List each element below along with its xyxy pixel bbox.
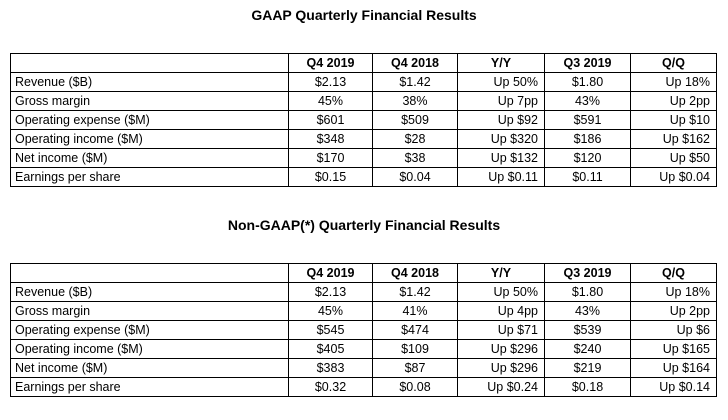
table-header-row [11, 54, 717, 73]
value-cell: $120 [545, 149, 631, 168]
value-cell: Up $296 [458, 340, 545, 359]
table-row [11, 73, 717, 92]
value-cell: 45% [289, 92, 373, 111]
value-cell: $405 [289, 340, 373, 359]
table-row [11, 168, 717, 187]
value-cell: Up $164 [631, 359, 717, 378]
gaap-table-title: GAAP Quarterly Financial Results [251, 7, 477, 23]
header-cell-q3-2019: Q3 2019 [545, 54, 631, 73]
row-label: Earnings per share [11, 168, 289, 187]
value-cell: Up $320 [458, 130, 545, 149]
value-cell: $545 [289, 321, 373, 340]
table-row [11, 111, 717, 130]
value-cell: $0.04 [373, 168, 458, 187]
header-cell-blank [11, 54, 289, 73]
value-cell: $2.13 [289, 283, 373, 302]
value-cell: 45% [289, 302, 373, 321]
value-cell: $539 [545, 321, 631, 340]
value-cell: $591 [545, 111, 631, 130]
value-cell: Up 18% [631, 73, 717, 92]
row-label: Gross margin [11, 92, 289, 111]
value-cell: Up 2pp [631, 302, 717, 321]
row-label: Revenue ($B) [11, 283, 289, 302]
value-cell: 41% [373, 302, 458, 321]
table-row [11, 149, 717, 168]
value-cell: $474 [373, 321, 458, 340]
value-cell: Up $132 [458, 149, 545, 168]
header-cell-yoy: Y/Y [458, 54, 545, 73]
value-cell: $0.11 [545, 168, 631, 187]
value-cell: Up $0.14 [631, 378, 717, 397]
header-cell-q4-2019: Q4 2019 [289, 264, 373, 283]
value-cell: Up $6 [631, 321, 717, 340]
value-cell: Up $165 [631, 340, 717, 359]
value-cell: Up $0.04 [631, 168, 717, 187]
non-gaap-results-table [10, 263, 717, 397]
value-cell: Up $296 [458, 359, 545, 378]
value-cell: $240 [545, 340, 631, 359]
table-header-row [11, 264, 717, 283]
value-cell: 43% [545, 92, 631, 111]
value-cell: 43% [545, 302, 631, 321]
table-row [11, 340, 717, 359]
value-cell: Up $0.11 [458, 168, 545, 187]
value-cell: $219 [545, 359, 631, 378]
value-cell: Up $50 [631, 149, 717, 168]
row-label: Revenue ($B) [11, 73, 289, 92]
value-cell: Up $92 [458, 111, 545, 130]
value-cell: Up 2pp [631, 92, 717, 111]
value-cell: Up $10 [631, 111, 717, 130]
value-cell: 38% [373, 92, 458, 111]
table-row [11, 321, 717, 340]
table-row [11, 130, 717, 149]
value-cell: $0.18 [545, 378, 631, 397]
value-cell: $0.15 [289, 168, 373, 187]
table-row [11, 302, 717, 321]
value-cell: $1.80 [545, 283, 631, 302]
header-cell-yoy: Y/Y [458, 264, 545, 283]
row-label: Gross margin [11, 302, 289, 321]
row-label: Operating income ($M) [11, 130, 289, 149]
value-cell: $87 [373, 359, 458, 378]
value-cell: $1.42 [373, 283, 458, 302]
value-cell: $170 [289, 149, 373, 168]
value-cell: $383 [289, 359, 373, 378]
row-label: Operating expense ($M) [11, 111, 289, 130]
header-cell-q4-2018: Q4 2018 [373, 54, 458, 73]
header-cell-q3-2019: Q3 2019 [545, 264, 631, 283]
value-cell: Up $71 [458, 321, 545, 340]
header-cell-qoq: Q/Q [631, 264, 717, 283]
value-cell: Up 50% [458, 73, 545, 92]
value-cell: Up 18% [631, 283, 717, 302]
value-cell: Up 7pp [458, 92, 545, 111]
value-cell: $509 [373, 111, 458, 130]
value-cell: $0.08 [373, 378, 458, 397]
value-cell: Up 4pp [458, 302, 545, 321]
value-cell: $1.80 [545, 73, 631, 92]
value-cell: $1.42 [373, 73, 458, 92]
table-row [11, 359, 717, 378]
non-gaap-table-title: Non-GAAP(*) Quarterly Financial Results [227, 217, 501, 233]
row-label: Operating income ($M) [11, 340, 289, 359]
table-row [11, 283, 717, 302]
value-cell: $348 [289, 130, 373, 149]
value-cell: Up $162 [631, 130, 717, 149]
row-label: Earnings per share [11, 378, 289, 397]
value-cell: $0.32 [289, 378, 373, 397]
row-label: Net income ($M) [11, 359, 289, 378]
value-cell: Up $0.24 [458, 378, 545, 397]
header-cell-q4-2018: Q4 2018 [373, 264, 458, 283]
value-cell: $109 [373, 340, 458, 359]
row-label: Operating expense ($M) [11, 321, 289, 340]
header-cell-blank [11, 264, 289, 283]
table-row [11, 378, 717, 397]
value-cell: $601 [289, 111, 373, 130]
value-cell: $2.13 [289, 73, 373, 92]
table-row [11, 92, 717, 111]
gaap-results-table [10, 53, 717, 187]
value-cell: $28 [373, 130, 458, 149]
header-cell-q4-2019: Q4 2019 [289, 54, 373, 73]
row-label: Net income ($M) [11, 149, 289, 168]
value-cell: Up 50% [458, 283, 545, 302]
header-cell-qoq: Q/Q [631, 54, 717, 73]
value-cell: $186 [545, 130, 631, 149]
value-cell: $38 [373, 149, 458, 168]
